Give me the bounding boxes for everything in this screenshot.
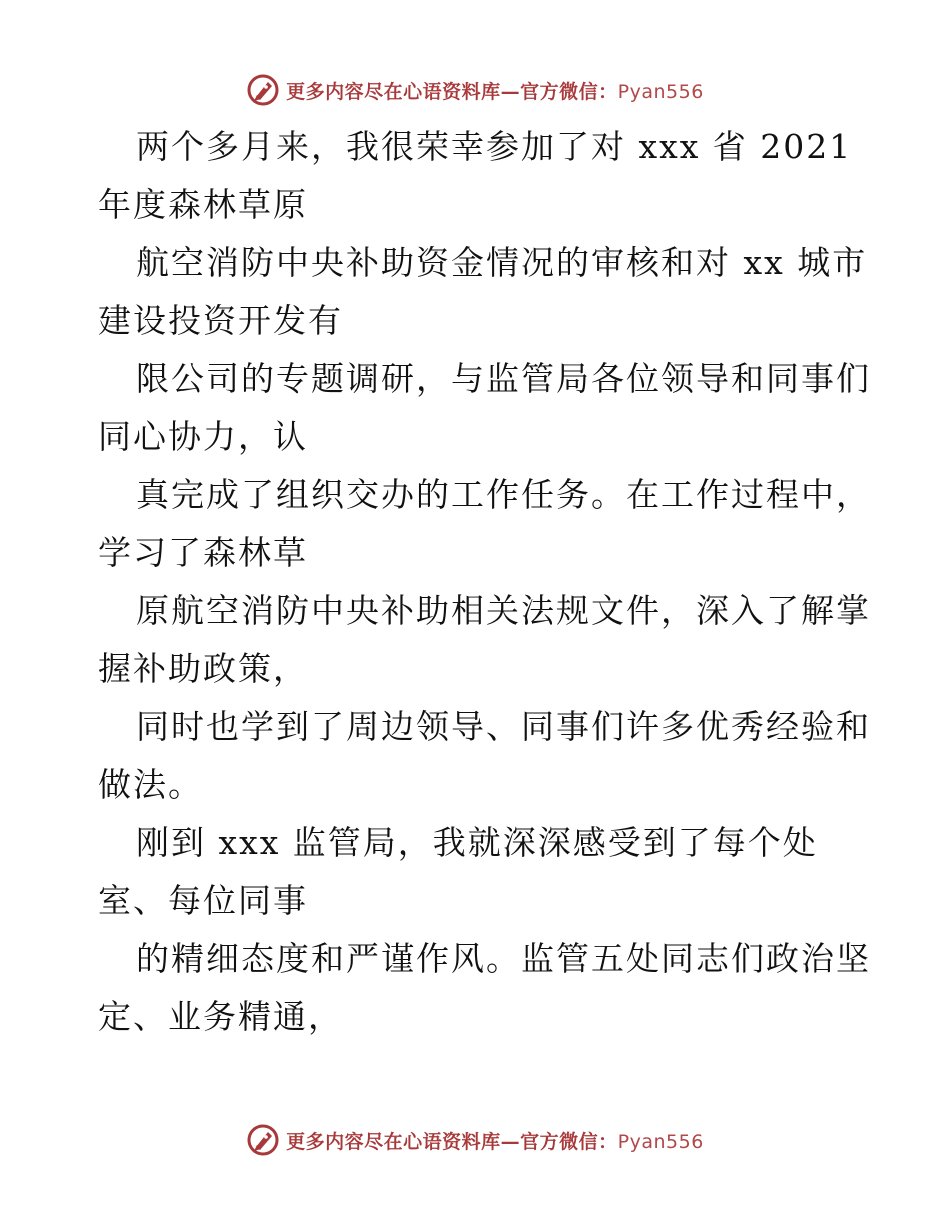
text-line: 限公司的专题调研，与监管局各位领导和同事们 xyxy=(136,359,871,398)
header-watermark-banner xyxy=(0,70,950,110)
text-line: 的精细态度和严谨作风。监管五处同志们政治坚 xyxy=(136,939,871,978)
document-body xyxy=(98,118,871,1046)
text-line: 刚到 xxx 监管局，我就深深感受到了每个处 xyxy=(136,823,818,862)
pen-nib-logo-icon xyxy=(246,1123,280,1157)
banner-text: 更多内容尽在心语资料库—官方微信：Pyan556 xyxy=(286,1130,704,1153)
text-line: 做法。 xyxy=(98,765,203,804)
text-line: 室、每位同事 xyxy=(98,881,308,920)
footer-watermark-banner xyxy=(0,1120,950,1160)
text-line: 学习了森林草 xyxy=(98,533,308,572)
text-line: 真完成了组织交办的工作任务。在工作过程中， xyxy=(136,475,871,514)
pen-nib-logo-icon xyxy=(246,73,280,107)
text-line: 航空消防中央补助资金情况的审核和对 xx 城市 xyxy=(136,243,868,282)
text-line: 定、业务精通， xyxy=(98,997,343,1036)
text-line: 年度森林草原 xyxy=(98,185,308,224)
text-line: 两个多月来，我很荣幸参加了对 xxx 省 2021 xyxy=(136,127,853,166)
text-line: 握补助政策， xyxy=(98,649,308,688)
text-line: 同时也学到了周边领导、同事们许多优秀经验和 xyxy=(136,707,871,746)
text-line: 原航空消防中央补助相关法规文件，深入了解掌 xyxy=(136,591,871,630)
text-line: 建设投资开发有 xyxy=(98,301,343,340)
text-line: 同心协力，认 xyxy=(98,417,308,456)
banner-text: 更多内容尽在心语资料库—官方微信：Pyan556 xyxy=(286,80,704,103)
